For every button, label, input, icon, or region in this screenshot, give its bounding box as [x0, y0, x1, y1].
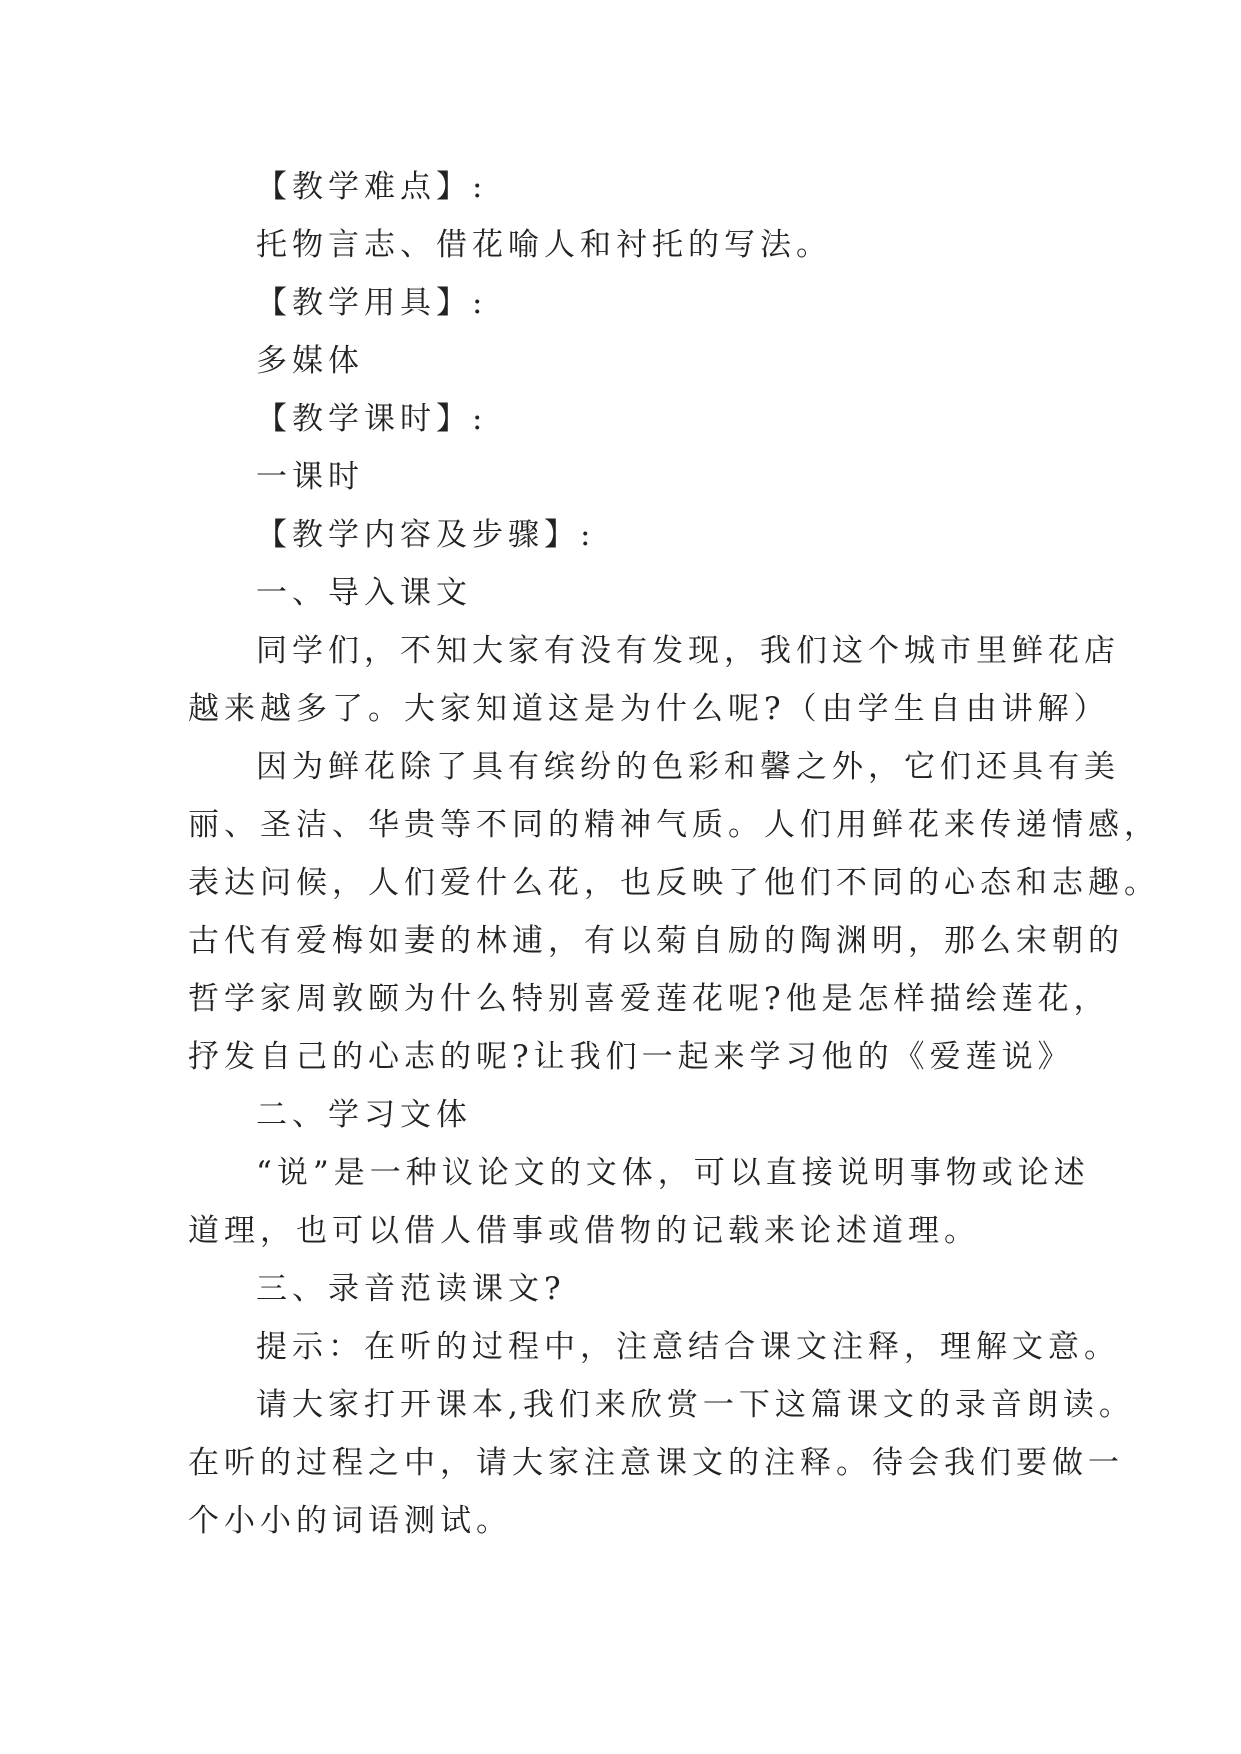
paragraph-line: 表达问候，人们爱什么花，也反映了他们不同的心态和志趣。 — [188, 865, 1160, 901]
paragraph-line: 一课时 — [256, 459, 364, 495]
paragraph-line: 个小小的词语测试。 — [188, 1503, 512, 1539]
paragraph-line: 提示：在听的过程中，注意结合课文注释，理解文意。 — [256, 1329, 1120, 1365]
step-heading-genre: 二、学习文体 — [256, 1097, 472, 1133]
paragraph-line: 请大家打开课本,我们来欣赏一下这篇课文的录音朗读。 — [256, 1387, 1135, 1423]
paragraph-line: 因为鲜花除了具有缤纷的色彩和馨之外，它们还具有美 — [256, 749, 1120, 785]
section-heading-teaching-tools: 【教学用具】: — [256, 285, 488, 321]
paragraph-line: 越来越多了。大家知道这是为什么呢?（由学生自由讲解） — [188, 691, 1110, 727]
step-heading-introduction: 一、导入课文 — [256, 575, 472, 611]
paragraph-line: 丽、圣洁、华贵等不同的精神气质。人们用鲜花来传递情感， — [188, 807, 1160, 843]
section-heading-class-hours: 【教学课时】: — [256, 401, 488, 437]
paragraph-line: 同学们，不知大家有没有发现，我们这个城市里鲜花店 — [256, 633, 1120, 669]
paragraph-line: “说”是一种议论文的文体，可以直接说明事物或论述 — [256, 1155, 1090, 1191]
paragraph-line: 多媒体 — [256, 343, 364, 379]
step-heading-recording: 三、录音范读课文? — [256, 1271, 566, 1307]
paragraph-line: 古代有爱梅如妻的林逋，有以菊自励的陶渊明，那么宋朝的 — [188, 923, 1124, 959]
paragraph-line: 在听的过程之中，请大家注意课文的注释。待会我们要做一 — [188, 1445, 1124, 1481]
document-body — [188, 158, 1160, 1550]
paragraph-line: 托物言志、借花喻人和衬托的写法。 — [256, 227, 832, 263]
section-heading-content-steps: 【教学内容及步骤】: — [256, 517, 596, 553]
paragraph-line: 抒发自己的心志的呢?让我们一起来学习他的《爱莲说》 — [188, 1039, 1074, 1075]
paragraph-line: 道理，也可以借人借事或借物的记载来论述道理。 — [188, 1213, 980, 1249]
section-heading-teaching-difficulty: 【教学难点】: — [256, 169, 488, 205]
paragraph-line: 哲学家周敦颐为什么特别喜爱莲花呢?他是怎样描绘莲花， — [188, 981, 1110, 1017]
